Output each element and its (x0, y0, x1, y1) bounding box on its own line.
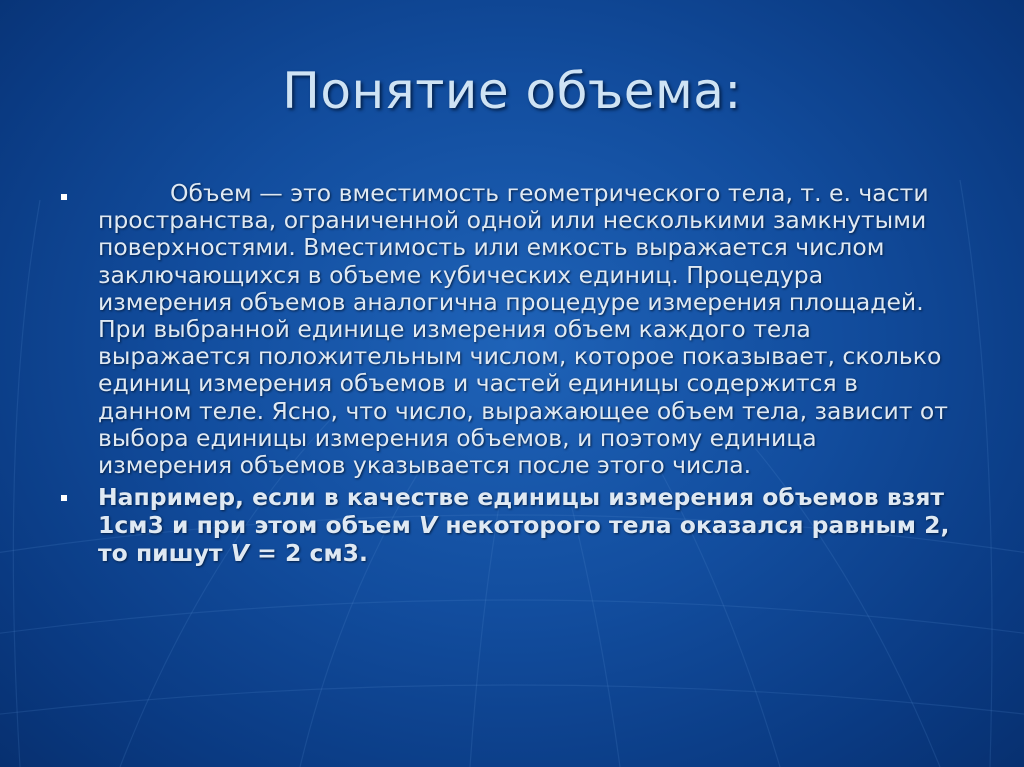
example-text-part3: = 2 см3. (248, 539, 368, 568)
definition-text: Объем — это вместимость геометрического тела, т. е. части пространства, ограниченной одной или несколькими замкнутыми поверхностями. Вместимость или емкость выражается числом заключающихся в объеме кубических единиц. Процедура измерения объемов аналогична процедуре измерения площадей. При выбранной единице измерения объем каждого тела выражается положительным числом, которое показывает, сколько единиц измерения объемов и частей единицы содержится в данном теле. Ясно, что число, выражающее объем тела, зависит от выбора единицы измерения объемов, и поэтому единица измерения объемов указывается после этого числа. (98, 179, 948, 480)
example-variable-v: V (419, 511, 438, 540)
square-bullet-icon (61, 495, 67, 501)
example-text-part2: некоторого тела оказался равным 2, то пишут (98, 511, 950, 568)
example-variable-v: V (230, 539, 249, 568)
example-text-part1: Например, если в качестве единицы измерения объемов взят 1см3 и при этом объем (98, 483, 945, 540)
slide-body (58, 180, 958, 567)
bullet-item-definition (58, 180, 958, 479)
slide-title: Понятие объема: (282, 62, 742, 120)
square-bullet-icon (61, 194, 67, 200)
bullet-item-example (58, 483, 958, 567)
